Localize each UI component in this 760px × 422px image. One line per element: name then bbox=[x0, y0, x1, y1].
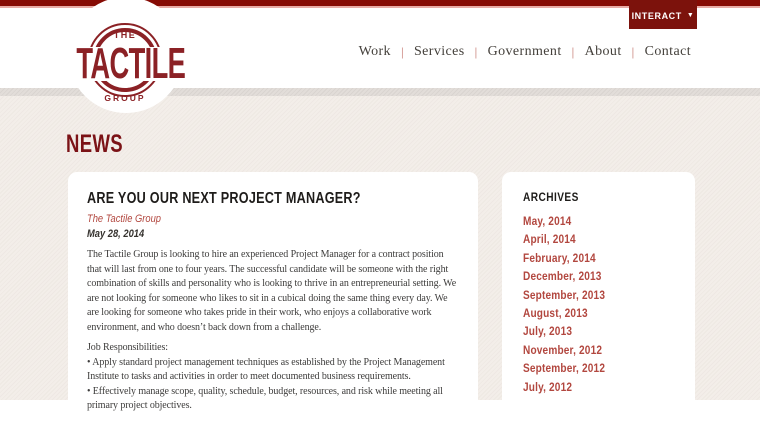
archive-link-july-2012[interactable]: July, 2012 bbox=[523, 379, 573, 394]
logo-text-tactile: TACTILE bbox=[76, 39, 186, 88]
nav-item-services[interactable]: Services bbox=[413, 44, 465, 59]
tactile-group-logo[interactable] bbox=[68, 0, 184, 113]
news-article-card bbox=[68, 172, 478, 422]
nav-item-contact[interactable]: Contact bbox=[644, 44, 691, 59]
interact-button-label: INTERACT bbox=[631, 10, 682, 21]
logo-text-the: THE bbox=[113, 30, 137, 40]
nav-item-government[interactable]: Government bbox=[487, 44, 562, 59]
logo-text-group: GROUP bbox=[104, 93, 146, 103]
main-nav bbox=[349, 44, 701, 60]
archive-link-july-2013[interactable]: July, 2013 bbox=[523, 324, 573, 339]
job-responsibilities-heading: Job Responsibilities: bbox=[87, 342, 168, 353]
article-paragraph: The Tactile Group is looking to hire an experienced Project Manager for a contract position that will last from one to four years. The successful candidate will be someone with the right combination of skills and personality who is looking to thrive in an entrepreneurial setting. We are not looking for someone who likes to sit in a cubical doing the same thing every day. We are looking for someone who takes pride in their work, who enjoys a collaborative work environment, and who doesn’t back down from a challenge. bbox=[87, 249, 457, 333]
interact-button[interactable] bbox=[629, 0, 697, 29]
archive-link-september-2013[interactable]: September, 2013 bbox=[523, 287, 606, 302]
archive-link-april-2014[interactable]: April, 2014 bbox=[523, 232, 576, 247]
archive-link-february-2014[interactable]: February, 2014 bbox=[523, 250, 596, 265]
archives-title: ARCHIVES bbox=[523, 192, 579, 204]
nav-item-work[interactable]: Work bbox=[358, 44, 391, 59]
article-byline-link[interactable]: The Tactile Group bbox=[87, 213, 161, 225]
archive-link-may-2014[interactable]: May, 2014 bbox=[523, 214, 572, 228]
article-bullet: • Apply standard project management techniques as established by the Project Management Institute to tasks and activities in order to meet documented business requirements. bbox=[87, 356, 445, 382]
archive-link-september-2012[interactable]: September, 2012 bbox=[523, 361, 606, 376]
nav-item-about[interactable]: About bbox=[584, 44, 622, 59]
nav-separator: | bbox=[400, 44, 404, 59]
archive-link-august-2013[interactable]: August, 2013 bbox=[523, 306, 588, 321]
chevron-down-icon: ▼ bbox=[686, 12, 695, 19]
page-title: NEWS bbox=[66, 130, 123, 158]
archive-link-november-2012[interactable]: November, 2012 bbox=[523, 342, 603, 357]
article-bullet: • Effectively manage scope, quality, schedule, budget, resources, and risk while meeting all primary project objectives. bbox=[87, 385, 443, 411]
nav-separator: | bbox=[571, 44, 575, 59]
article-date: May 28, 2014 bbox=[87, 228, 145, 240]
archive-link-december-2013[interactable]: December, 2013 bbox=[523, 269, 602, 284]
nav-separator: | bbox=[474, 44, 478, 59]
nav-separator: | bbox=[631, 44, 635, 59]
archives-sidebar bbox=[502, 172, 695, 422]
article-title: ARE YOU OUR NEXT PROJECT MANAGER? bbox=[87, 190, 361, 207]
